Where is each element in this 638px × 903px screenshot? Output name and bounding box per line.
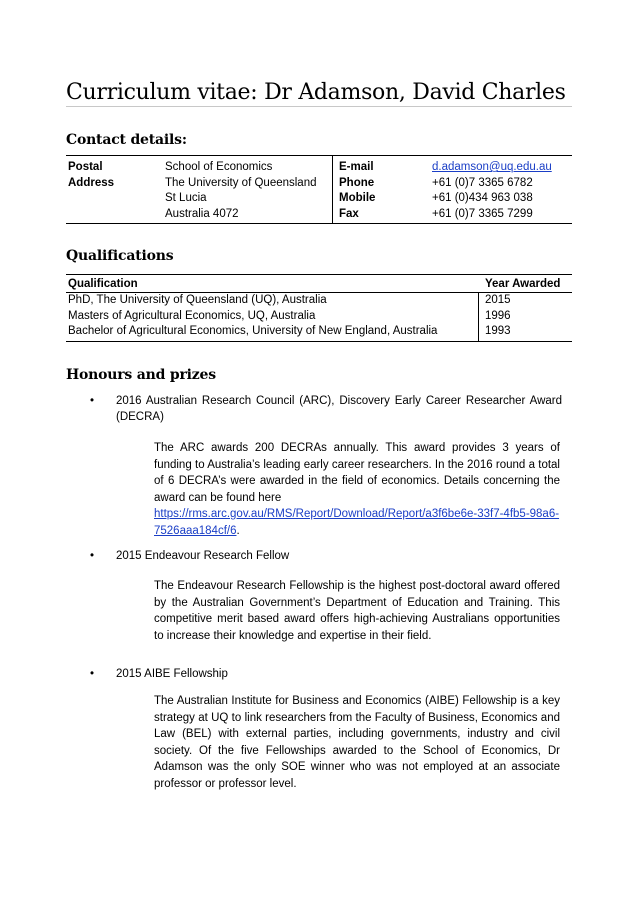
mobile-value: +61 (0)434 963 038 — [432, 192, 533, 204]
contact-divider — [332, 156, 333, 223]
qualifications-header — [66, 275, 572, 293]
phone-value: +61 (0)7 3365 6782 — [432, 176, 533, 189]
qualifications-divider — [478, 293, 479, 341]
table-row: PhD, The University of Queensland (UQ), Australia 2015 — [68, 294, 511, 306]
honour-description: The ARC awards 200 DECRAs annually. This award provides 3 years of funding to Australia’s leading early career researchers. In the 2016 round a total of 6 DECRA’s were awarded in the field of economics. Details concerning the award can be found here https://rms.arc.gov.au/RMS/Report/Download/Report/a3f6be6e-33f7-4fb5-98a6-7526aaa184cf/6. — [154, 442, 560, 537]
postal-address: School of Economics The University of Queensland St Lucia Australia 4072 — [165, 161, 317, 220]
year-column-header: Year Awarded — [485, 278, 561, 290]
qualification-column-header: Qualification — [68, 278, 138, 290]
honour-description: The Australian Institute for Business and Economics (AIBE) Fellowship is a key strategy at UQ to link researchers from the Faculty of Business, Economics and Law (BEL) with external parties, including governments, industry and civil society. Of the five Fellowships awarded to the School of Economics, Dr Adamson was the only SOE winner who was not employed at an associate professor or professor level. — [154, 695, 560, 790]
contact-heading: Contact details: — [66, 132, 187, 148]
postal-label: Postal Address — [68, 161, 115, 189]
honour-description: The Endeavour Research Fellowship is the highest post-doctoral award offered by the Australian Government’s Department of Education and Training. This competitive merit based award offers high-achieving Australians opportunities to increase their knowledge and expertise in their field. — [154, 580, 560, 642]
honour-title: 2015 AIBE Fellowship — [116, 668, 228, 680]
contact-table — [66, 155, 572, 224]
contact-labels: E-mail Phone Mobile Fax — [339, 161, 376, 220]
page-title: Curriculum vitae: Dr Adamson, David Charles — [66, 80, 566, 105]
bullet-icon: • — [90, 550, 95, 562]
bullet-icon: • — [90, 668, 95, 680]
bullet-icon: • — [90, 395, 95, 407]
title-divider — [66, 106, 572, 107]
qualifications-heading: Qualifications — [66, 248, 174, 264]
table-row: Bachelor of Agricultural Economics, University of New England, Australia 1993 — [68, 325, 511, 337]
table-row: Masters of Agricultural Economics, UQ, Australia 1996 — [68, 309, 511, 322]
qualifications-table — [66, 274, 572, 342]
honours-heading: Honours and prizes — [66, 367, 216, 383]
honour-title: 2015 Endeavour Research Fellow — [116, 550, 290, 562]
fax-value: +61 (0)7 3365 7299 — [432, 207, 533, 220]
decra-report-link[interactable]: https://rms.arc.gov.au/RMS/Report/Download/Report/a3f6be6e-33f7-4fb5-98a6-7526aaa184cf/6 — [154, 508, 560, 537]
honour-title: 2016 Australian Research Council (ARC), Discovery Early Career Researcher Award (DECRA) — [116, 395, 562, 423]
contact-values — [432, 160, 552, 222]
email-link[interactable]: d.adamson@uq.edu.au — [432, 161, 552, 173]
